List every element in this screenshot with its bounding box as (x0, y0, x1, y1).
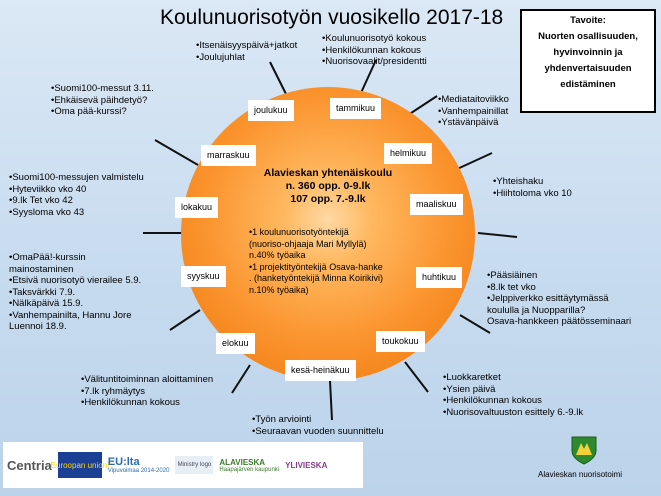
staff-line: •1 koulunuorisotyöntekijä (249, 227, 349, 237)
staff-info (249, 227, 409, 296)
note-item: •Ehkäisevä päihdetyö? (51, 94, 148, 106)
month-tammikuu: tammikuu (330, 98, 381, 119)
note-item: •Mediataitoviikko (438, 94, 509, 105)
school-students-upper: 107 opp. 7.-9.lk (290, 193, 366, 205)
note-item: •Nuorisovaalit/presidentti (322, 56, 427, 67)
notes-huhtikuu (487, 270, 631, 328)
school-info (228, 167, 428, 206)
staff-line: n.10% työaika) (249, 284, 309, 295)
month-joulukuu: joulukuu (248, 100, 294, 121)
note-item: •Välituntitoiminnan aloittaminen (81, 374, 214, 385)
crest-icon (569, 435, 599, 465)
notes-elokuu (81, 374, 213, 409)
goal-line: yhdenvertaisuuden (544, 63, 632, 74)
month-kesa-heinakuu: kesä-heinäkuu (285, 360, 356, 381)
page-title: Koulunuorisotyön vuosikello 2017-18 (160, 6, 504, 29)
note-item: •Syysloma vko 43 (9, 206, 85, 218)
note-item: •Koulunuorisotyö kokous (322, 33, 427, 44)
note-item: Luennoi 18.9. (9, 321, 67, 332)
note-item: •Hiihtoloma vko 10 (493, 187, 572, 199)
note-item: Osava-hankkeen päätösseminaari (487, 316, 632, 327)
school-students-total: n. 360 opp. 0-9.lk (285, 180, 371, 192)
staff-line: •1 projektityöntekijä Osava-hanke (249, 261, 383, 272)
school-name: Alavieskan yhtenäiskoulu (263, 167, 393, 179)
month-helmikuu: helmikuu (384, 143, 432, 164)
note-item: •Hyteviikko vko 40 (9, 183, 87, 195)
note-item: •Henkilökunnan kokous (322, 44, 421, 56)
ministry-logo: Ministry logo (175, 456, 213, 474)
ylivieska-logo: YLIVIESKA (285, 460, 328, 470)
note-item: •Yhteishaku (493, 176, 544, 187)
note-item: •Taksvärkki 7.9. (9, 286, 76, 298)
spoke-marraskuu (155, 140, 198, 165)
notes-lokakuu (9, 172, 144, 218)
goal-line: Tavoite: (570, 15, 606, 26)
euita-logo-sub: Vipuvoimaa 2014-2020 (107, 468, 170, 474)
goal-line: edistäminen (560, 79, 616, 90)
note-item: •Henkilökunnan kokous (81, 397, 180, 408)
note-item: •Itsenäisyyspäivä+jatkot (196, 40, 298, 51)
crest-caption: Alavieskan nuorisotoimi (538, 470, 623, 479)
goal-line: hyvinvoinnin ja (553, 47, 623, 58)
note-item: •9.lk Tet vko 42 (9, 195, 73, 206)
note-item: •Ysien päivä (443, 383, 496, 395)
note-item: •OmaPää!-kurssin (9, 252, 86, 263)
alavieska-logo-text: ALAVIESKA (219, 457, 266, 467)
note-item: •Jelppiverkko esittäytymässä (487, 293, 609, 304)
month-maaliskuu: maaliskuu (410, 194, 463, 215)
note-item: •Suomi100-messut 3.11. (51, 83, 154, 94)
note-item: •Vanhempainilta, Hannu Jore (9, 309, 132, 321)
note-item: •Luokkaretket (443, 372, 501, 383)
note-item: •Vanhempainillat (438, 105, 509, 117)
staff-line: (nuoriso-ohjaaja Mari Myllylä) (249, 238, 367, 249)
month-syyskuu: syyskuu (181, 266, 226, 287)
notes-maaliskuu (493, 176, 572, 199)
note-item: koululla ja Nuopparilla? (487, 304, 586, 316)
note-item: •7.lk ryhmäytys (81, 385, 146, 397)
note-item: •Suomi100-messujen valmistelu (9, 172, 144, 183)
spoke-elokuu (232, 365, 250, 393)
alavieska-logo-sub: Haapajärven kaupunki (219, 466, 280, 473)
note-item: •Seuraavan vuoden suunnittelu (252, 425, 384, 437)
note-item: •8.lk tet vko (487, 281, 536, 293)
note-item: •Joulujuhlat (196, 51, 245, 63)
note-item: •Nälkäpäivä 15.9. (9, 298, 84, 309)
month-toukokuu: toukokuu (376, 331, 425, 352)
centria-logo: Centria (7, 457, 52, 473)
spoke-maaliskuu-2 (478, 233, 517, 237)
month-elokuu: elokuu (216, 333, 255, 354)
note-item: •Nuorisovaltuuston esittely 6.-9.lk (443, 406, 584, 418)
notes-tammikuu (322, 33, 427, 68)
month-lokakuu: lokakuu (175, 197, 218, 218)
spoke-toukokuu (405, 362, 428, 392)
note-item: •Työn arviointi (252, 414, 312, 425)
note-item: •Pääsiäinen (487, 270, 538, 281)
sponsor-logos (3, 442, 363, 488)
month-marraskuu: marraskuu (201, 145, 256, 166)
notes-syyskuu (9, 252, 141, 333)
month-huhtikuu: huhtikuu (416, 267, 462, 288)
note-item: •Etsivä nuorisotyö vierailee 5.9. (9, 275, 142, 286)
note-item: •Oma pää-kurssi? (51, 106, 127, 117)
note-item: •Ystävänpäivä (438, 117, 499, 128)
notes-joulukuu (196, 40, 297, 63)
staff-line: n.40% työaika (249, 250, 306, 260)
spoke-huhtikuu (460, 315, 490, 333)
euita-logo-text: EU:lta (107, 456, 140, 468)
goal-line: Nuorten osallisuuden, (538, 31, 638, 42)
note-item: •Henkilökunnan kokous (443, 395, 542, 406)
spoke-maaliskuu (455, 153, 492, 170)
staff-line: . (hanketyöntekijä Minna Koirikivi) (249, 273, 384, 283)
notes-marraskuu (51, 83, 154, 118)
alavieska-logo (219, 458, 279, 473)
note-item: mainostaminen (9, 263, 74, 275)
eu-flag-logo: Euroopan unioni (58, 452, 102, 478)
notes-kesa-heinakuu (252, 414, 384, 437)
notes-helmikuu (438, 94, 509, 129)
spoke-syyskuu (170, 310, 200, 330)
euita-logo (108, 456, 170, 474)
notes-toukokuu (443, 372, 583, 418)
